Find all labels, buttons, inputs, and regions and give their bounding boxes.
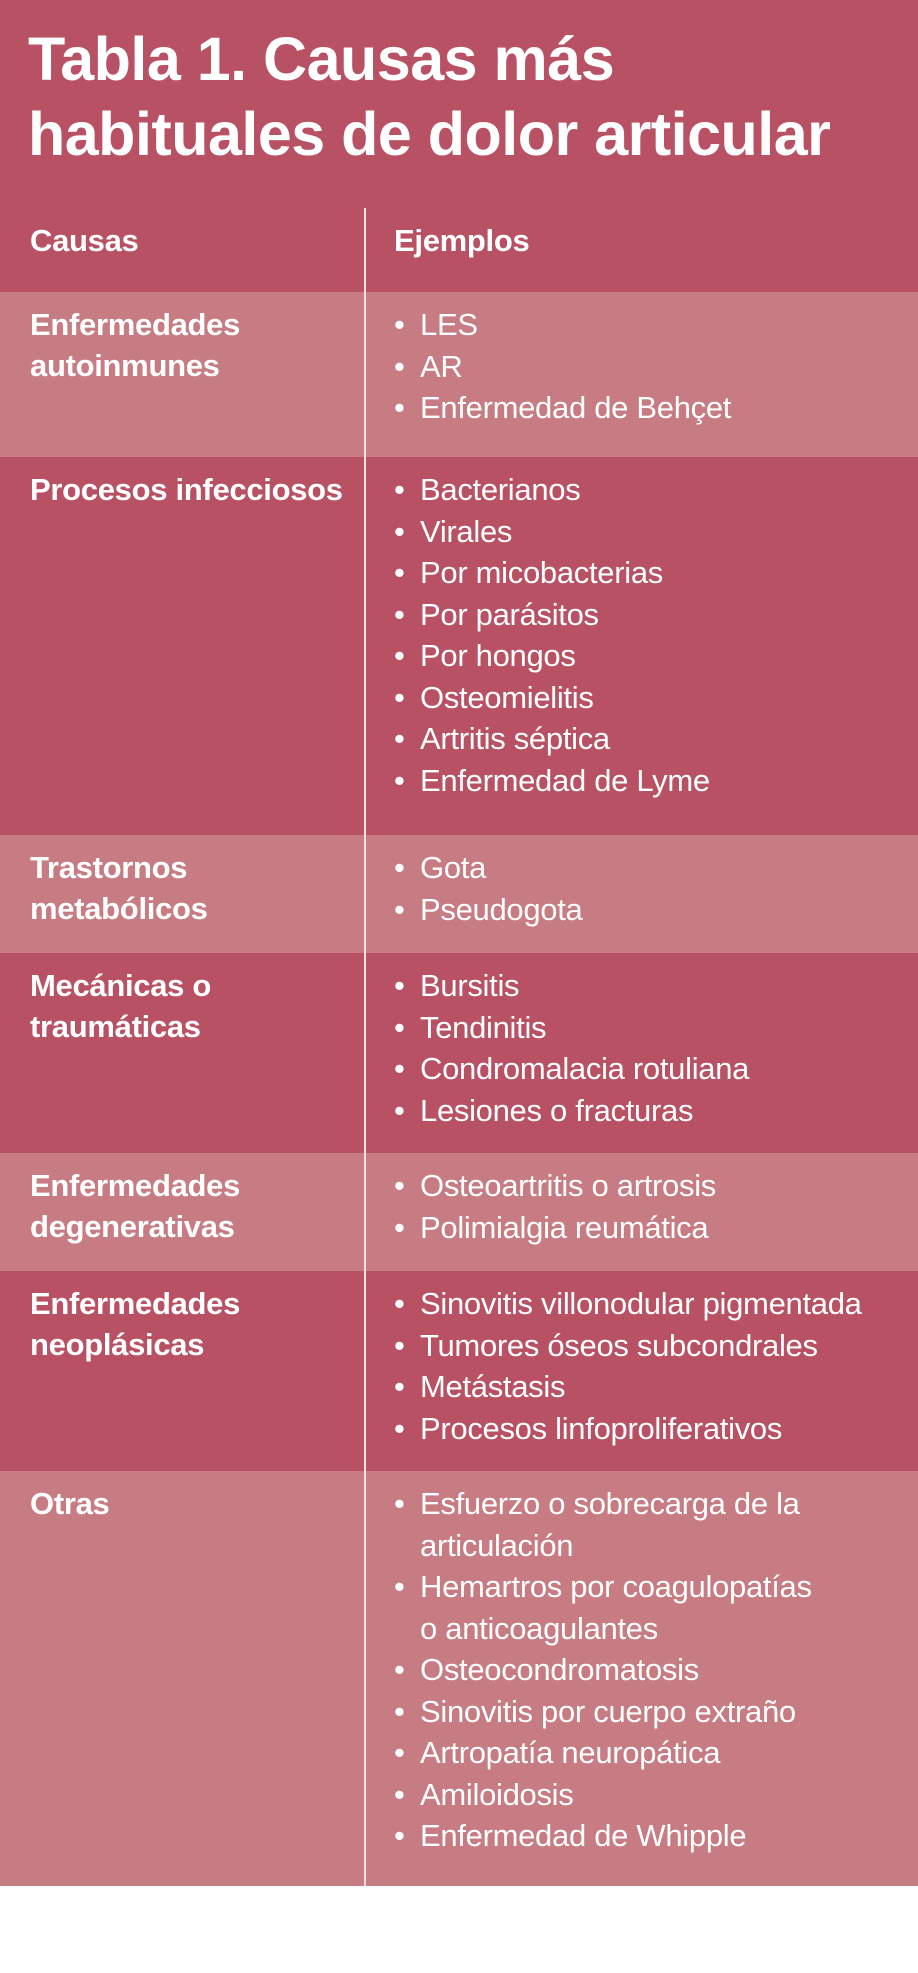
list-item (392, 387, 912, 429)
table-row (0, 835, 918, 953)
bullet-icon: • (394, 1693, 405, 1729)
list-item (392, 1732, 812, 1774)
bullet-icon: • (394, 1369, 405, 1404)
bullet-icon: • (394, 513, 405, 549)
example-text: AR (420, 348, 463, 384)
examples-list (392, 1165, 912, 1248)
examples-list (392, 1483, 812, 1857)
examples-list (392, 965, 912, 1131)
table-row (0, 292, 918, 457)
example-text: Tumores óseos subcondrales (420, 1327, 818, 1363)
example-text: Amiloidosis (420, 1776, 574, 1812)
list-item (392, 889, 912, 931)
bullet-icon: • (394, 1735, 405, 1770)
list-item (392, 1007, 912, 1049)
bullet-icon: • (394, 1009, 405, 1045)
list-item (392, 304, 912, 346)
examples-list (392, 1283, 912, 1449)
cause-cell: Enfermedades autoinmunes (30, 307, 241, 383)
examples-list (392, 847, 912, 930)
cause-cell: Otras (30, 1486, 110, 1521)
list-item (392, 511, 912, 553)
bullet-icon: • (394, 1092, 405, 1128)
examples-list (392, 469, 912, 801)
list-item (392, 965, 912, 1007)
table-title: Tabla 1. Causas más habituales de dolor articular (28, 25, 831, 168)
example-text: Enfermedad de Behçet (420, 390, 732, 425)
example-text: Procesos linfoproliferativos (420, 1410, 783, 1446)
example-text: Enfermedad de Lyme (420, 762, 710, 798)
example-text: Por parásitos (420, 596, 599, 632)
example-text: Sinovitis villonodular pigmentada (420, 1286, 862, 1321)
bullet-icon: • (394, 1486, 405, 1521)
bullet-icon: • (394, 762, 405, 798)
list-item (392, 635, 912, 677)
list-item (392, 1691, 812, 1733)
bullet-icon: • (394, 1410, 405, 1446)
cause-cell: Trastornos metabólicos (30, 850, 208, 926)
bullet-icon: • (394, 1327, 405, 1363)
list-item (392, 1048, 912, 1090)
bullet-icon: • (394, 1286, 405, 1321)
bullet-icon: • (394, 1776, 405, 1812)
header-causes: Causas (30, 223, 139, 258)
list-item (392, 469, 912, 511)
example-text: Gota (420, 850, 487, 885)
list-item (392, 1566, 812, 1649)
table-row (0, 1153, 918, 1271)
example-text: Virales (420, 513, 513, 549)
list-item (392, 346, 912, 388)
list-item (392, 1483, 812, 1566)
example-text: Lesiones o fracturas (420, 1092, 694, 1128)
list-item (392, 1366, 912, 1408)
list-item (392, 1649, 812, 1691)
list-item (392, 1408, 912, 1450)
list-item (392, 552, 912, 594)
example-text: Por hongos (420, 638, 576, 673)
bullet-icon: • (394, 1818, 405, 1853)
list-item (392, 847, 912, 889)
example-text: LES (420, 307, 478, 342)
example-text: Osteomielitis (420, 679, 594, 715)
example-text: Artritis séptica (420, 721, 610, 756)
list-item (392, 1774, 812, 1816)
table-header-row (0, 208, 918, 292)
example-text: Osteocondromatosis (420, 1652, 699, 1687)
bullet-icon: • (394, 1051, 405, 1086)
example-text: Bursitis (420, 968, 520, 1003)
list-item (392, 1207, 912, 1249)
list-item (392, 677, 912, 719)
example-text: Tendinitis (420, 1009, 547, 1045)
table-row (0, 1271, 918, 1471)
bullet-icon: • (394, 555, 405, 590)
example-text: Esfuerzo o sobrecarga de la articulación (420, 1486, 800, 1563)
example-text: Condromalacia rotuliana (420, 1051, 750, 1086)
bullet-icon: • (394, 679, 405, 715)
bullet-icon: • (394, 891, 405, 927)
list-item (392, 760, 912, 802)
column-divider (364, 208, 366, 1886)
table-grid (0, 208, 918, 1886)
list-item (392, 1090, 912, 1132)
example-text: Hemartros por coagulopatías o anticoagulantes (420, 1569, 812, 1646)
table-row (0, 953, 918, 1153)
cause-cell: Procesos infecciosos (30, 472, 343, 507)
example-text: Pseudogota (420, 891, 583, 927)
bullet-icon: • (394, 348, 405, 384)
list-item (392, 1283, 912, 1325)
example-text: Osteoartritis o artrosis (420, 1168, 716, 1203)
bullet-icon: • (394, 1168, 405, 1203)
example-text: Bacterianos (420, 472, 581, 507)
example-text: Sinovitis por cuerpo extraño (420, 1693, 796, 1729)
bullet-icon: • (394, 1569, 405, 1604)
example-text: Por micobacterias (420, 555, 663, 590)
list-item (392, 594, 912, 636)
bullet-icon: • (394, 390, 405, 425)
list-item (392, 1165, 912, 1207)
example-text: Metástasis (420, 1369, 566, 1404)
cause-cell: Enfermedades degenerativas (30, 1168, 241, 1244)
bullet-icon: • (394, 1209, 405, 1245)
bullet-icon: • (394, 850, 405, 885)
bullet-icon: • (394, 472, 405, 507)
bullet-icon: • (394, 968, 405, 1003)
table-row (0, 1471, 918, 1886)
title-block (0, 0, 918, 208)
bullet-icon: • (394, 596, 405, 632)
example-text: Enfermedad de Whipple (420, 1818, 747, 1853)
bullet-icon: • (394, 638, 405, 673)
bullet-icon: • (394, 721, 405, 756)
list-item (392, 1815, 812, 1857)
examples-list (392, 304, 912, 429)
cause-cell: Enfermedades neoplásicas (30, 1286, 241, 1362)
bullet-icon: • (394, 307, 405, 342)
bullet-icon: • (394, 1652, 405, 1687)
list-item (392, 1325, 912, 1367)
example-text: Polimialgia reumática (420, 1209, 709, 1245)
table-row (0, 457, 918, 835)
example-text: Artropatía neuropática (420, 1735, 721, 1770)
cause-cell: Mecánicas o traumáticas (30, 968, 212, 1044)
list-item (392, 718, 912, 760)
header-examples: Ejemplos (394, 223, 530, 258)
